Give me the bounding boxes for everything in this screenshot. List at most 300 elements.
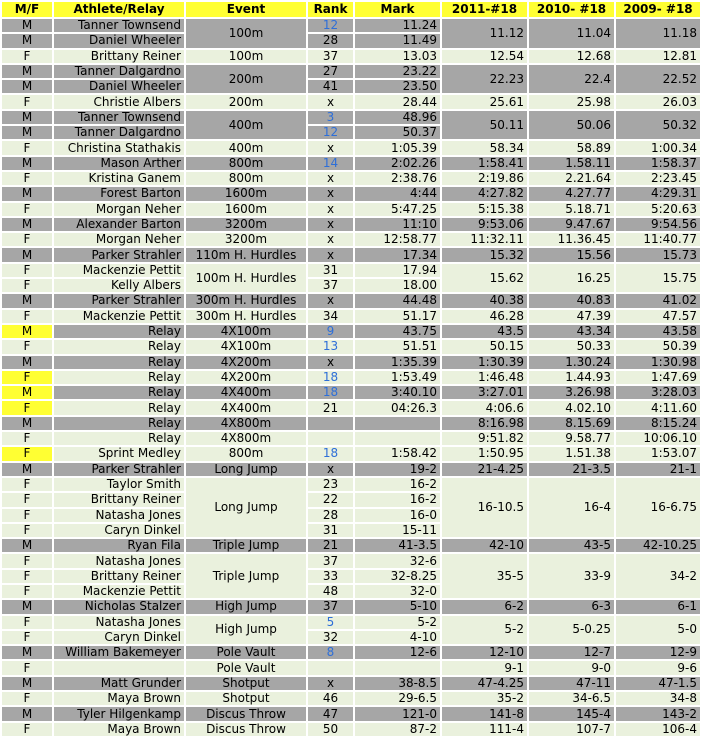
cell-event: High Jump xyxy=(186,616,306,645)
cell-2009: 4:29.31 xyxy=(616,187,700,200)
cell-2010: 9.47.67 xyxy=(529,218,614,231)
cell-gender: F xyxy=(2,264,52,277)
cell-rank[interactable]: 12 xyxy=(308,126,353,139)
cell-gender: F xyxy=(2,478,52,491)
table-row xyxy=(2,310,700,323)
cell-rank: 50 xyxy=(308,723,353,736)
cell-athlete: Christina Stathakis xyxy=(54,141,184,154)
cell-mark: 2:02.26 xyxy=(355,157,440,170)
cell-event: 1600m xyxy=(186,187,306,200)
cell-2011: 21-4.25 xyxy=(442,463,527,476)
cell-gender: F xyxy=(2,554,52,567)
cell-event: 4X200m xyxy=(186,356,306,369)
cell-mark: 4:44 xyxy=(355,187,440,200)
cell-event: 300m H. Hurdles xyxy=(186,310,306,323)
cell-event: 800m xyxy=(186,157,306,170)
cell-gender: F xyxy=(2,524,52,537)
table-row xyxy=(2,356,700,369)
cell-athlete: Taylor Smith xyxy=(54,478,184,491)
cell-athlete: Maya Brown xyxy=(54,723,184,736)
cell-event: 300m H. Hurdles xyxy=(186,294,306,307)
cell-mark xyxy=(355,661,440,674)
cell-event: 100m xyxy=(186,50,306,63)
cell-2011: 8:16.98 xyxy=(442,417,527,430)
cell-rank[interactable]: 18 xyxy=(308,447,353,460)
cell-2010: 22.4 xyxy=(529,65,614,94)
cell-2009: 1:58.37 xyxy=(616,157,700,170)
cell-rank[interactable]: 8 xyxy=(308,646,353,659)
cell-athlete: Alexander Barton xyxy=(54,218,184,231)
cell-athlete: Tanner Townsend xyxy=(54,111,184,124)
cell-mark: 23.22 xyxy=(355,65,440,78)
cell-rank: 37 xyxy=(308,50,353,63)
cell-athlete: Sprint Medley xyxy=(54,447,184,460)
cell-athlete: Morgan Neher xyxy=(54,203,184,216)
cell-2010: 34-6.5 xyxy=(529,692,614,705)
cell-2010: 1.51.38 xyxy=(529,447,614,460)
cell-2010: 47.39 xyxy=(529,310,614,323)
cell-2009: 26.03 xyxy=(616,95,700,108)
table-row xyxy=(2,646,700,659)
cell-gender: F xyxy=(2,310,52,323)
cell-2009: 43.58 xyxy=(616,325,700,338)
header-row xyxy=(2,2,700,17)
cell-2009: 2:23.45 xyxy=(616,172,700,185)
cell-mark: 121-0 xyxy=(355,707,440,720)
table-row xyxy=(2,233,700,246)
cell-2010: 16.25 xyxy=(529,264,614,293)
cell-2011: 50.15 xyxy=(442,340,527,353)
cell-mark: 5-2 xyxy=(355,616,440,629)
cell-athlete: Morgan Neher xyxy=(54,233,184,246)
cell-athlete: Mackenzie Pettit xyxy=(54,310,184,323)
cell-2010: 9.58.77 xyxy=(529,432,614,445)
cell-2010: 9-0 xyxy=(529,661,614,674)
cell-rank xyxy=(308,417,353,430)
cell-2010: 33-9 xyxy=(529,554,614,598)
cell-2010: 4.27.77 xyxy=(529,187,614,200)
cell-gender: F xyxy=(2,50,52,63)
table-row xyxy=(2,661,700,674)
table-row xyxy=(2,157,700,170)
cell-rank: x xyxy=(308,463,353,476)
cell-rank: 23 xyxy=(308,478,353,491)
cell-2011: 3:27.01 xyxy=(442,386,527,399)
cell-athlete: Brittany Reiner xyxy=(54,570,184,583)
table-row xyxy=(2,264,700,277)
cell-2010: 47-11 xyxy=(529,677,614,690)
cell-2009: 12.81 xyxy=(616,50,700,63)
cell-athlete: Ryan Fila xyxy=(54,539,184,552)
cell-mark: 11.24 xyxy=(355,19,440,32)
cell-gender: F xyxy=(2,447,52,460)
cell-2011: 15.32 xyxy=(442,248,527,261)
cell-mark: 5-10 xyxy=(355,600,440,613)
cell-2009: 15.75 xyxy=(616,264,700,293)
table-row xyxy=(2,539,700,552)
cell-2011: 6-2 xyxy=(442,600,527,613)
cell-athlete: Kristina Ganem xyxy=(54,172,184,185)
cell-2010: 6-3 xyxy=(529,600,614,613)
cell-2009: 22.52 xyxy=(616,65,700,94)
cell-2011: 111-4 xyxy=(442,723,527,736)
cell-athlete: Parker Strahler xyxy=(54,463,184,476)
cell-rank xyxy=(308,432,353,445)
table-row xyxy=(2,187,700,200)
cell-gender: F xyxy=(2,401,52,414)
cell-event: Long Jump xyxy=(186,478,306,537)
cell-2011: 16-10.5 xyxy=(442,478,527,537)
cell-2009: 11.18 xyxy=(616,19,700,48)
cell-2009: 9-6 xyxy=(616,661,700,674)
cell-2010: 58.89 xyxy=(529,141,614,154)
cell-mark: 1:53.49 xyxy=(355,371,440,384)
cell-2009: 1:53.07 xyxy=(616,447,700,460)
cell-rank: x xyxy=(308,233,353,246)
cell-2010: 15.56 xyxy=(529,248,614,261)
cell-rank: 22 xyxy=(308,493,353,506)
cell-rank: x xyxy=(308,203,353,216)
cell-2010: 4.02.10 xyxy=(529,401,614,414)
table-row xyxy=(2,95,700,108)
cell-mark: 11:10 xyxy=(355,218,440,231)
cell-athlete: Relay xyxy=(54,432,184,445)
cell-event: 4X200m xyxy=(186,371,306,384)
cell-2009: 42-10.25 xyxy=(616,539,700,552)
cell-event: 1600m xyxy=(186,203,306,216)
cell-gender: M xyxy=(2,65,52,78)
cell-rank: x xyxy=(308,218,353,231)
cell-mark: 23.50 xyxy=(355,80,440,93)
cell-gender: M xyxy=(2,646,52,659)
cell-rank: 33 xyxy=(308,570,353,583)
cell-2009: 47-1.5 xyxy=(616,677,700,690)
cell-mark xyxy=(355,417,440,430)
cell-athlete: Natasha Jones xyxy=(54,616,184,629)
cell-2011: 2:19.86 xyxy=(442,172,527,185)
cell-gender: M xyxy=(2,126,52,139)
cell-event: Triple Jump xyxy=(186,554,306,598)
cell-2009: 9:54.56 xyxy=(616,218,700,231)
col-header-athlete: Athlete/Relay xyxy=(54,2,184,17)
table-row xyxy=(2,218,700,231)
cell-event: Discus Throw xyxy=(186,707,306,720)
cell-mark: 16-0 xyxy=(355,509,440,522)
cell-rank[interactable]: 12 xyxy=(308,19,353,32)
cell-mark: 13.03 xyxy=(355,50,440,63)
col-header-2011: 2011-#18 xyxy=(442,2,527,17)
cell-mark: 51.17 xyxy=(355,310,440,323)
cell-rank: x xyxy=(308,294,353,307)
cell-rank: 27 xyxy=(308,65,353,78)
cell-mark: 51.51 xyxy=(355,340,440,353)
cell-2011: 50.11 xyxy=(442,111,527,140)
cell-rank[interactable]: 5 xyxy=(308,616,353,629)
cell-gender: F xyxy=(2,509,52,522)
col-header-2010: 2010- #18 xyxy=(529,2,614,17)
cell-rank[interactable]: 18 xyxy=(308,386,353,399)
cell-rank[interactable]: 14 xyxy=(308,157,353,170)
cell-gender: F xyxy=(2,95,52,108)
cell-2009: 15.73 xyxy=(616,248,700,261)
cell-2010: 1.58.11 xyxy=(529,157,614,170)
cell-mark: 5:47.25 xyxy=(355,203,440,216)
cell-2011: 4:06.6 xyxy=(442,401,527,414)
cell-rank: x xyxy=(308,187,353,200)
cell-event: Shotput xyxy=(186,677,306,690)
cell-rank: 21 xyxy=(308,401,353,414)
cell-gender: F xyxy=(2,723,52,736)
table-row xyxy=(2,325,700,338)
cell-gender: M xyxy=(2,539,52,552)
cell-gender: M xyxy=(2,111,52,124)
cell-2010: 43-5 xyxy=(529,539,614,552)
table-row xyxy=(2,692,700,705)
cell-2011: 1:50.95 xyxy=(442,447,527,460)
cell-athlete: Natasha Jones xyxy=(54,509,184,522)
cell-mark: 16-2 xyxy=(355,478,440,491)
cell-2009: 1:47.69 xyxy=(616,371,700,384)
cell-mark: 29-6.5 xyxy=(355,692,440,705)
table-row xyxy=(2,463,700,476)
cell-2011: 43.5 xyxy=(442,325,527,338)
cell-mark: 11.49 xyxy=(355,34,440,47)
table-row xyxy=(2,677,700,690)
cell-athlete: Parker Strahler xyxy=(54,294,184,307)
cell-event: 4X100m xyxy=(186,340,306,353)
cell-mark: 17.94 xyxy=(355,264,440,277)
cell-athlete: Tanner Dalgardno xyxy=(54,65,184,78)
table-row xyxy=(2,294,700,307)
cell-event: 200m xyxy=(186,95,306,108)
cell-mark: 2:38.76 xyxy=(355,172,440,185)
cell-rank[interactable]: 3 xyxy=(308,111,353,124)
cell-athlete: Parker Strahler xyxy=(54,248,184,261)
cell-gender: M xyxy=(2,677,52,690)
cell-gender: M xyxy=(2,157,52,170)
cell-event: Discus Throw xyxy=(186,723,306,736)
cell-mark: 19-2 xyxy=(355,463,440,476)
cell-rank: 34 xyxy=(308,310,353,323)
cell-2009: 5-0 xyxy=(616,616,700,645)
table-row xyxy=(2,141,700,154)
col-header-rank: Rank xyxy=(308,2,353,17)
table-row xyxy=(2,723,700,736)
cell-mark: 43.75 xyxy=(355,325,440,338)
cell-2009: 5:20.63 xyxy=(616,203,700,216)
cell-rank: 37 xyxy=(308,600,353,613)
cell-rank: x xyxy=(308,248,353,261)
table-row xyxy=(2,432,700,445)
cell-2009: 4:11.60 xyxy=(616,401,700,414)
cell-gender: M xyxy=(2,294,52,307)
cell-athlete: Relay xyxy=(54,356,184,369)
cell-2011: 47-4.25 xyxy=(442,677,527,690)
cell-gender: F xyxy=(2,340,52,353)
cell-2011: 22.23 xyxy=(442,65,527,94)
cell-event: 4X800m xyxy=(186,432,306,445)
cell-2011: 11.12 xyxy=(442,19,527,48)
cell-mark: 48.96 xyxy=(355,111,440,124)
cell-2011: 35-2 xyxy=(442,692,527,705)
cell-mark: 17.34 xyxy=(355,248,440,261)
cell-gender: F xyxy=(2,432,52,445)
cell-2011: 11:32.11 xyxy=(442,233,527,246)
cell-athlete: Mackenzie Pettit xyxy=(54,264,184,277)
cell-athlete: Relay xyxy=(54,401,184,414)
cell-event: 100m H. Hurdles xyxy=(186,264,306,293)
cell-mark: 3:40.10 xyxy=(355,386,440,399)
table-row xyxy=(2,554,700,567)
cell-rank: 46 xyxy=(308,692,353,705)
table-row xyxy=(2,111,700,124)
col-header-mark: Mark xyxy=(355,2,440,17)
cell-athlete: Relay xyxy=(54,371,184,384)
cell-event: Shotput xyxy=(186,692,306,705)
cell-rank xyxy=(308,661,353,674)
cell-rank[interactable]: 13 xyxy=(308,340,353,353)
cell-rank: 37 xyxy=(308,279,353,292)
table-row xyxy=(2,616,700,629)
table-row xyxy=(2,417,700,430)
cell-gender: F xyxy=(2,279,52,292)
cell-rank: 21 xyxy=(308,539,353,552)
cell-2009: 47.57 xyxy=(616,310,700,323)
cell-2010: 3.26.98 xyxy=(529,386,614,399)
cell-2011: 35-5 xyxy=(442,554,527,598)
cell-2009: 11:40.77 xyxy=(616,233,700,246)
cell-mark: 28.44 xyxy=(355,95,440,108)
cell-mark: 16-2 xyxy=(355,493,440,506)
table-row xyxy=(2,478,700,491)
cell-mark: 32-8.25 xyxy=(355,570,440,583)
cell-2011: 141-8 xyxy=(442,707,527,720)
cell-mark: 18.00 xyxy=(355,279,440,292)
cell-athlete: Relay xyxy=(54,417,184,430)
cell-2009: 6-1 xyxy=(616,600,700,613)
cell-2010: 5-0.25 xyxy=(529,616,614,645)
cell-rank: x xyxy=(308,172,353,185)
cell-gender: M xyxy=(2,34,52,47)
cell-rank: 32 xyxy=(308,631,353,644)
cell-2009: 50.39 xyxy=(616,340,700,353)
cell-athlete: Brittany Reiner xyxy=(54,50,184,63)
cell-2011: 4:27.82 xyxy=(442,187,527,200)
cell-2009: 34-8 xyxy=(616,692,700,705)
table-row xyxy=(2,447,700,460)
cell-2009: 50.32 xyxy=(616,111,700,140)
cell-2011: 1:46.48 xyxy=(442,371,527,384)
cell-athlete: Caryn Dinkel xyxy=(54,631,184,644)
cell-rank: 41 xyxy=(308,80,353,93)
cell-athlete: Daniel Wheeler xyxy=(54,80,184,93)
cell-event: 400m xyxy=(186,111,306,140)
cell-athlete: Mackenzie Pettit xyxy=(54,585,184,598)
cell-event: 200m xyxy=(186,65,306,94)
cell-2010: 50.33 xyxy=(529,340,614,353)
cell-2009: 106-4 xyxy=(616,723,700,736)
cell-2011: 1:58.41 xyxy=(442,157,527,170)
cell-rank: 37 xyxy=(308,554,353,567)
cell-gender: F xyxy=(2,585,52,598)
cell-2011: 12-10 xyxy=(442,646,527,659)
cell-gender: F xyxy=(2,631,52,644)
results-body xyxy=(2,19,700,736)
cell-event: 4X100m xyxy=(186,325,306,338)
cell-event: 800m xyxy=(186,172,306,185)
cell-athlete: Tyler Hilgenkamp xyxy=(54,707,184,720)
cell-rank: 47 xyxy=(308,707,353,720)
cell-event: 3200m xyxy=(186,233,306,246)
cell-2010: 11.36.45 xyxy=(529,233,614,246)
cell-event: Pole Vault xyxy=(186,646,306,659)
cell-event: High Jump xyxy=(186,600,306,613)
cell-rank[interactable]: 9 xyxy=(308,325,353,338)
cell-2009: 34-2 xyxy=(616,554,700,598)
table-row xyxy=(2,386,700,399)
cell-2010: 21-3.5 xyxy=(529,463,614,476)
cell-2009: 8:15.24 xyxy=(616,417,700,430)
cell-mark: 50.37 xyxy=(355,126,440,139)
cell-athlete: Caryn Dinkel xyxy=(54,524,184,537)
table-row xyxy=(2,50,700,63)
cell-mark: 87-2 xyxy=(355,723,440,736)
cell-2011: 5-2 xyxy=(442,616,527,645)
cell-2009: 21-1 xyxy=(616,463,700,476)
cell-athlete: Tanner Townsend xyxy=(54,19,184,32)
cell-2011: 46.28 xyxy=(442,310,527,323)
cell-mark: 12:58.77 xyxy=(355,233,440,246)
cell-rank: x xyxy=(308,677,353,690)
cell-mark: 44.48 xyxy=(355,294,440,307)
cell-2010: 107-7 xyxy=(529,723,614,736)
cell-mark: 1:58.42 xyxy=(355,447,440,460)
cell-gender: F xyxy=(2,141,52,154)
cell-event: 4X400m xyxy=(186,386,306,399)
cell-rank: x xyxy=(308,356,353,369)
cell-2010: 43.34 xyxy=(529,325,614,338)
cell-athlete: Brittany Reiner xyxy=(54,493,184,506)
cell-athlete: Natasha Jones xyxy=(54,554,184,567)
table-row xyxy=(2,401,700,414)
cell-mark: 38-8.5 xyxy=(355,677,440,690)
cell-mark: 12-6 xyxy=(355,646,440,659)
table-row xyxy=(2,600,700,613)
cell-gender: M xyxy=(2,248,52,261)
cell-2009: 1:00.34 xyxy=(616,141,700,154)
cell-athlete: Relay xyxy=(54,340,184,353)
col-header-2009: 2009- #18 xyxy=(616,2,700,17)
cell-gender: M xyxy=(2,187,52,200)
cell-gender: F xyxy=(2,493,52,506)
cell-2010: 1.30.24 xyxy=(529,356,614,369)
cell-event: Long Jump xyxy=(186,463,306,476)
cell-2010: 2.21.64 xyxy=(529,172,614,185)
cell-athlete: Forest Barton xyxy=(54,187,184,200)
cell-gender: M xyxy=(2,600,52,613)
cell-gender: F xyxy=(2,371,52,384)
cell-gender: M xyxy=(2,386,52,399)
cell-rank[interactable]: 18 xyxy=(308,371,353,384)
cell-mark xyxy=(355,432,440,445)
cell-2009: 10:06.10 xyxy=(616,432,700,445)
table-row xyxy=(2,203,700,216)
cell-mark: 32-6 xyxy=(355,554,440,567)
cell-2011: 9:51.82 xyxy=(442,432,527,445)
cell-event: Pole Vault xyxy=(186,661,306,674)
table-row xyxy=(2,371,700,384)
cell-rank: 28 xyxy=(308,34,353,47)
